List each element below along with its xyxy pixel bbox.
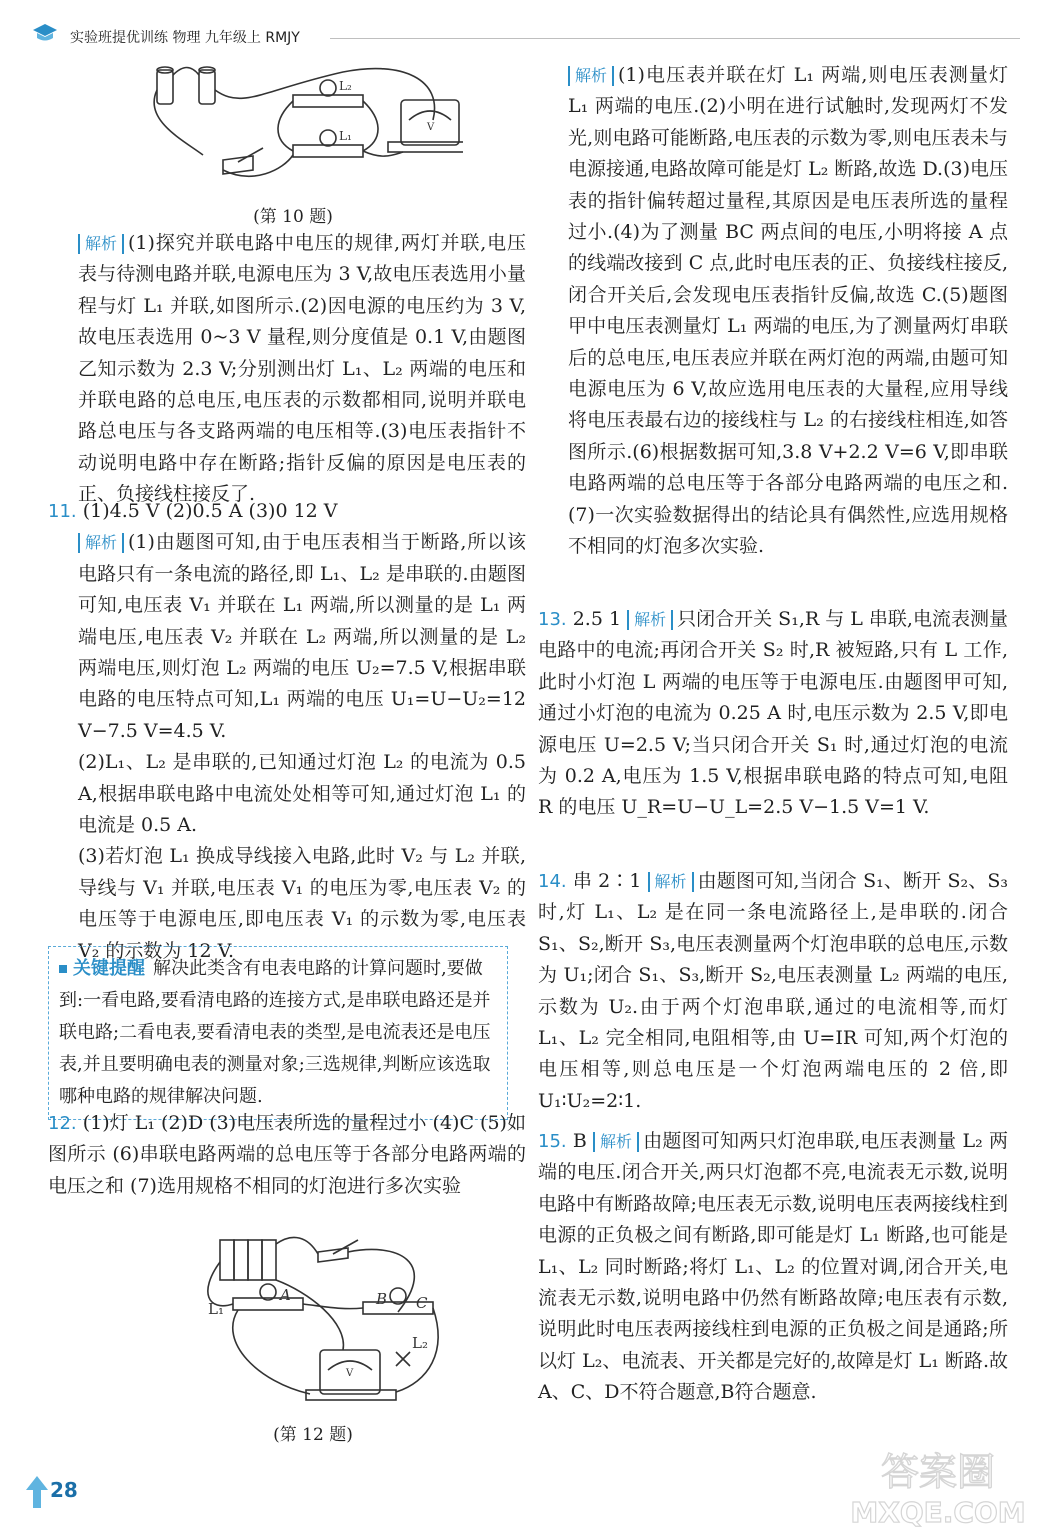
fig10-label-v: V xyxy=(427,122,435,133)
fig12-label-l2: L₂ xyxy=(412,1334,428,1352)
fig12-label-v: V xyxy=(346,1368,354,1379)
q12-answer: (1)灯 L₁ (2)D (3)电压表所选的量程过小 (4)C (5)如图所示 (6)串联电路两端的总电压等于各部分电路两端的电压之和 (7)选用规格不相同的灯泡进行多次实验 xyxy=(48,1112,526,1197)
tip-title: 关键提醒 xyxy=(73,958,145,979)
analysis-tag: 解析 xyxy=(627,610,673,630)
q11-part2: (2)L₁、L₂ 是串联的,已知通过灯泡 L₂ 的电流为 0.5 A,根据串联电路中电流处处相等可知,通过灯泡 L₁ 的电流是 0.5 A. xyxy=(78,751,526,837)
q11-analysis-text: (1)由题图可知,由于电压表相当于断路,所以该电路只有一条电流的路径,即 L₁、L₂ 是串联的.由题图可知,电压表 V₁ 并联在 L₁ 两端,所以测量的是 L₁ 两端电压,电压表 V₂ 并联在 L₂ 两端,所以测量的是 L₂ 两端电压,则灯泡 L₂ 两端的电压 U₂=7.5 V,根据串联电路的电压特点可知,L₁ 两端的电压 U₁=U−U₂=12 V−7.5 V=4.5 V. xyxy=(78,531,526,742)
site-watermark xyxy=(838,1440,1038,1530)
key-tip-box xyxy=(48,946,508,1120)
circuit-figure-10 xyxy=(143,60,463,185)
fig12-label-b: B xyxy=(376,1290,388,1308)
circuit-figure-12 xyxy=(198,1232,458,1412)
q14-number: 14. xyxy=(538,871,567,892)
analysis-tag: 解析 xyxy=(568,66,614,86)
q12 xyxy=(48,1108,526,1202)
page-header xyxy=(0,0,1052,52)
book-logo-icon xyxy=(30,20,60,44)
q11-answer: (1)4.5 V (2)0.5 A (3)0 12 V xyxy=(82,500,338,522)
page-number-text: 28 xyxy=(50,1478,78,1502)
q13-answer: 2.5 1 xyxy=(572,608,622,630)
q13-analysis-text: 只闭合开关 S₁,R 与 L 串联,电流表测量电路中的电流;再闭合开关 S₂ 时,R 被短路,只有 L 工作,此时小灯泡 L 两端的电压等于电源电压.由题图甲可知,通过小灯泡的电流为 0.25 A 时,电压示数为 2.5 V,即电源电压 U=2.5 V;当只闭合开关 S₁ 时,通过灯泡的电流为 0.2 A,电压为 1.5 V,根据串联电路的特点可知,电阻 R 的电压 U_R=U−U_L=2.5 V−1.5 V=1 V. xyxy=(538,608,1008,819)
q14 xyxy=(538,866,1008,1117)
fig10-label-l1: L₁ xyxy=(339,129,352,143)
analysis-tag: 解析 xyxy=(593,1132,639,1152)
q15-answer: B xyxy=(572,1130,587,1152)
fig12-label-a: A xyxy=(280,1286,291,1304)
q10-analysis-text: (1)探究并联电路中电压的规律,两灯并联,电压表与待测电路并联,电源电压为 3 V,故电压表选用小量程与灯 L₁ 并联,如图所示.(2)因电源的电压约为 3 V,故电压表选用 0~3 V 量程,则分度值是 0.1 V,由题图乙知示数为 2.3 V;分别测出灯 L₁、L₂ 两端的电压和并联电路的总电压,电压表的示数都相同,说明并联电路总电压与各支路两端的电压相等.(3)电压表指针不动说明电路中存在断路;指针反偏的原因是电压表的正、负接线柱接反了. xyxy=(78,232,526,506)
tip-bullet-icon xyxy=(59,965,67,973)
q13 xyxy=(538,604,1008,824)
analysis-tag: 解析 xyxy=(78,533,124,553)
page-arrow-icon xyxy=(24,1474,50,1510)
q11-part3: (3)若灯泡 L₁ 换成导线接入电路,此时 V₂ 与 L₂ 并联,导线与 V₁ 并联,电压表 V₁ 的电压为零,电压表 V₂ 的电压等于电源电压,即电压表 V₁ 的示数为零,电压表 V₂ 的示数为 12 V. xyxy=(78,845,526,962)
fig12-label-l1: L₁ xyxy=(208,1300,224,1318)
q15 xyxy=(538,1126,1008,1409)
q13-number: 13. xyxy=(538,609,567,630)
analysis-tag: 解析 xyxy=(648,872,694,892)
fig12-label-c: C xyxy=(416,1294,428,1312)
q15-number: 15. xyxy=(538,1131,567,1152)
header-title: 实验班提优训练 物理 九年级上 RMJY xyxy=(70,30,300,46)
fig10-label-l2: L₂ xyxy=(339,79,352,93)
q11 xyxy=(48,496,526,967)
q11-number: 11. xyxy=(48,501,77,522)
q14-analysis-text: 由题图可知,当闭合 S₁、断开 S₂、S₃ 时,灯 L₁、L₂ 是在同一条电流路径上,是串联的.闭合 S₁、S₂,断开 S₃,电压表测量两个灯泡串联的总电压,示数为 U₁;闭合 S₁、S₃,断开 S₂,电压表测量 L₂ 两端的电压,示数为 U₂.由于两个灯泡串联,通过的电流相等,而灯 L₁、L₂ 完全相同,电阻相等,由 U=IR 可知,两个灯泡的电压相等,则总电压是一个灯泡两端电压的 2 倍,即 U₁∶U₂=2∶1. xyxy=(538,870,1009,1112)
page-number xyxy=(24,1470,84,1510)
fig10-caption: (第 10 题) xyxy=(253,207,333,227)
q12-analysis xyxy=(538,60,1008,563)
q14-answer: 串 2∶1 xyxy=(572,870,642,892)
watermark-line1: 答案圈 xyxy=(880,1450,996,1494)
q15-analysis-text: 由题图可知两只灯泡串联,电压表测量 L₂ 两端的电压.闭合开关,两只灯泡都不亮,电流表无示数,说明电路中有断路故障;电压表无示数,说明电压表两接线柱到电源的正负极之间有断路,即可能是灯 L₁ 断路,也可能是 L₁、L₂ 同时断路;将灯 L₁、L₂ 的位置对调,闭合开关,电流表无示数,说明电路中仍然有断路故障;电压表有示数,说明此时电压表两接线柱到电源的正负极之间是通路;所以灯 L₂、电流表、开关都是完好的,故障是灯 L₁ 断路.故 A、C、D不符合题意,B符合题意. xyxy=(538,1130,1008,1404)
q12-analysis-text: (1)电压表并联在灯 L₁ 两端,则电压表测量灯 L₁ 两端的电压.(2)小明在进行试触时,发现两灯不发光,则电路可能断路,电压表的示数为零,则电压表未与电源接通,电路故障可能是灯 L₂ 断路,故选 D.(3)电压表的指针偏转超过量程,其原因是电压表所选的量程过小.(4)为了测量 BC 两点间的电压,小明将接 A 点的线端改接到 C 点,此时电压表的正、负接线柱接反,闭合开关后,会发现电压表指针反偏,故选 C.(5)题图甲中电压表测量灯 L₁ 两端的电压,为了测量两灯串联后的总电压,电压表应并联在两灯泡的两端,由题可知电源电压为 6 V,故应选用电压表的大量程,应用导线将电压表最右边的接线柱与 L₂ 的右接线柱相连,如答图所示.(6)根据数据可知,3.8 V+2.2 V=6 V,即串联电路两端的总电压等于各部分电路两端的电压之和.(7)一次实验数据得出的结论具有偶然性,应选用规格不相同的灯泡多次实验. xyxy=(568,64,1008,558)
fig12-caption: (第 12 题) xyxy=(273,1425,353,1445)
q12-number: 12. xyxy=(48,1113,77,1134)
tip-text: 解决此类含有电表电路的计算问题时,要做到:一看电路,要看清电路的连接方式,是串联电路还是并联电路;二看电表,要看清电表的类型,是电流表还是电压表,并且要明确电表的测量对象;三选规律,判断应该选取哪种电路的规律解决问题. xyxy=(59,958,491,1107)
header-rule xyxy=(330,38,1020,39)
watermark-line2: MXQE.COM xyxy=(850,1496,1026,1529)
q10-analysis xyxy=(48,228,526,511)
analysis-tag: 解析 xyxy=(78,234,124,254)
